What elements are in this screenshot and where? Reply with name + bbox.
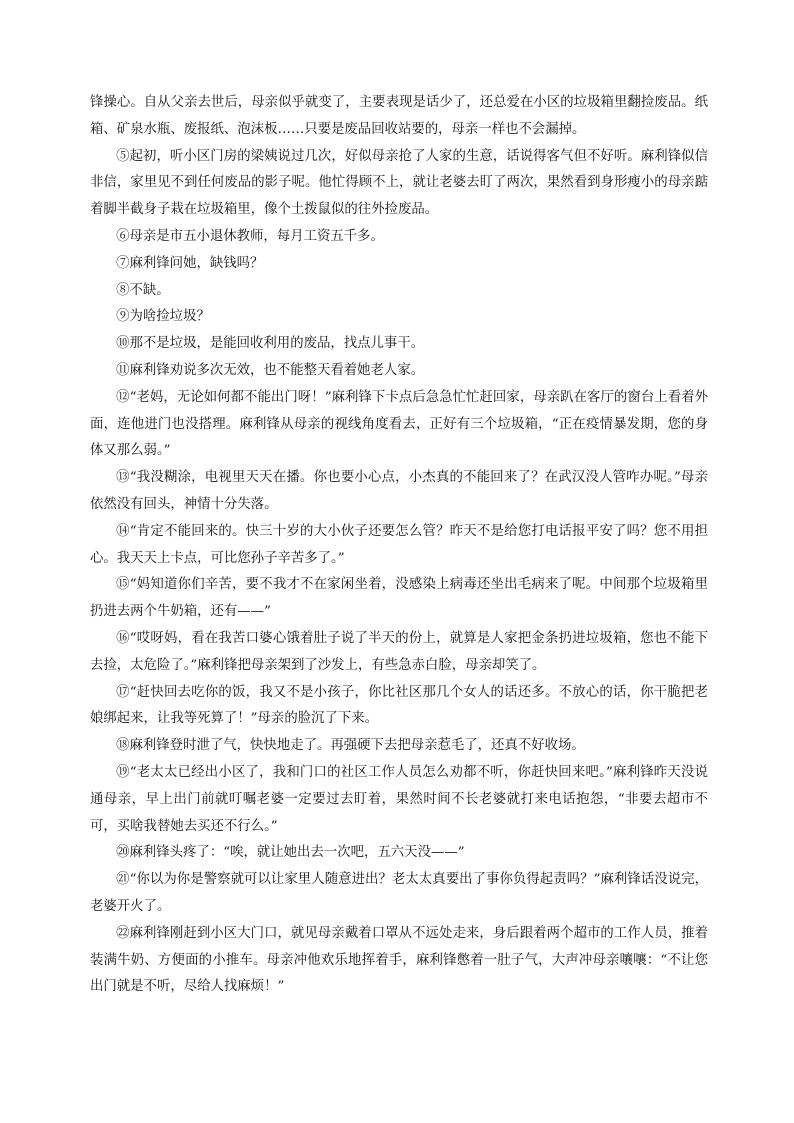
document-page — [90, 90, 708, 1001]
paragraph: 锋操心。自从父亲去世后，母亲似乎就变了，主要表现是话少了，还总爱在小区的垃圾箱里翻捡废品。纸箱、矿泉水瓶、废报纸、泡沫板……只要是废品回收站要的，母亲一样也不会漏掉。 — [90, 95, 708, 137]
paragraph: ⑧不缺。 — [116, 282, 170, 298]
paragraph: ⑨为啥捡垃圾？ — [116, 309, 210, 325]
paragraph: ⑯“哎呀妈，看在我苦口婆心饿着肚子说了半天的份上，就算是人家把金条扔进垃圾箱，您也不能下去捡，太危险了。”麻利锋把母亲架到了沙发上，有些急赤白脸，母亲却笑了。 — [90, 630, 708, 673]
paragraph: ⑱麻利锋登时泄了气，快快地走了。再强硬下去把母亲惹毛了，还真不好收场。 — [116, 738, 585, 754]
paragraph: ㉒麻利锋刚赶到小区大门口，就见母亲戴着口罩从不远处走来，身后跟着两个超市的工作人员，推着装满牛奶、方便面的小推车。母亲冲他欢乐地挥着手，麻利锋憋着一肚子气，大声冲母亲嚷嚷：“不让您出门就是不听，尽给人找麻烦！” — [90, 925, 708, 995]
paragraph: ⑬“我没糊涂，电视里天天在播。你也要小心点，小杰真的不能回来了？在武汉没人管咋办呢。”母亲依然没有回头，神情十分失落。 — [90, 470, 708, 512]
paragraph: ⑰“赶快回去吃你的饭，我又不是小孩子，你比社区那几个女人的话还多。不放心的话，你干脆把老娘绑起来，让我等死算了！”母亲的脸沉了下来。 — [90, 684, 708, 727]
paragraph: ⑫“老妈，无论如何都不能出门呀！”麻利锋下卡点后急急忙忙赶回家，母亲趴在客厅的窗台上看着外面，连他进门也没搭理。麻利锋从母亲的视线角度看去，正好有三个垃圾箱，“正在疫情暴发期，您的身体又那么弱。” — [90, 389, 708, 459]
paragraph: ⑲“老太太已经出小区了，我和门口的社区工作人员怎么劝都不听，你赶快回来吧。”麻利锋昨天没说通母亲，早上出门前就叮嘱老婆一定要过去盯着，果然时间不长老婆就打来电话抱怨，“非要去超市不可，买啥我替她去买还不行么。” — [90, 764, 708, 834]
paragraph: ⑦麻利锋问她，缺钱吗？ — [116, 255, 264, 271]
paragraph: ⑩那不是垃圾，是能回收利用的废品，找点儿事干。 — [116, 336, 425, 352]
paragraph: ⑭“肯定不能回来的。快三十岁的大小伙子还要怎么管？昨天不是给您打电话报平安了吗？您不用担心。我天天上卡点，可比您孙子辛苦多了。” — [90, 523, 708, 566]
paragraph: ⑮“妈知道你们辛苦，要不我才不在家闲坐着，没感染上病毒还坐出毛病来了呢。中间那个垃圾箱里扔进去两个牛奶箱，还有——” — [90, 577, 708, 620]
paragraph: ⑤起初，听小区门房的梁姨说过几次，好似母亲抢了人家的生意，话说得客气但不好听。麻利锋似信非信，家里见不到任何废品的影子呢。他忙得顾不上，就让老婆去盯了两次，果然看到身形瘦小的母亲踮着脚半截身子栽在垃圾箱里，像个土拨鼠似的往外捡废品。 — [90, 148, 708, 218]
paragraph: ⑳麻利锋头疼了：“唉，就让她出去一次吧，五六天没——” — [116, 845, 465, 861]
paragraph: ⑪麻利锋劝说多次无效，也不能整天看着她老人家。 — [116, 362, 425, 378]
paragraph: ㉑“你以为你是警察就可以让家里人随意进出？老太太真要出了事你负得起责吗？”麻利锋话没说完，老婆开火了。 — [90, 872, 708, 914]
paragraph: ⑥母亲是市五小退休教师，每月工资五千多。 — [116, 228, 384, 244]
